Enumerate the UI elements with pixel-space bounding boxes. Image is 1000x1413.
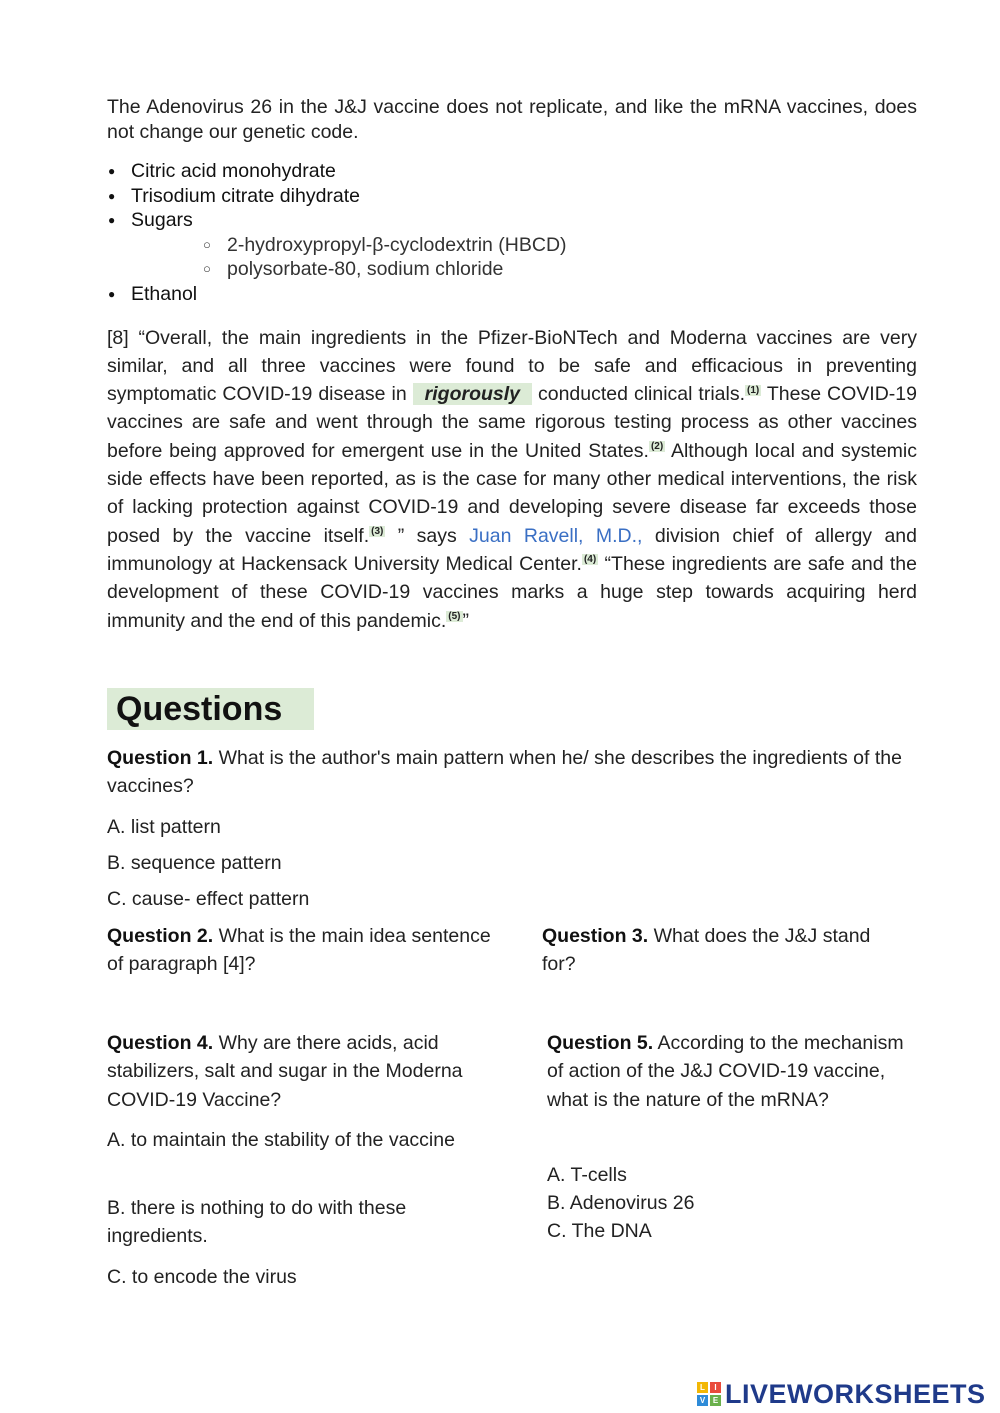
question-5-text: According to the mechanism of action of the J&J COVID-19 vaccine, what is the nature of the mRNA? xyxy=(547,1032,904,1111)
ingredient-list xyxy=(107,159,917,307)
citation-4[interactable]: (4) xyxy=(583,554,597,566)
sub-list-wrapper xyxy=(107,233,917,282)
list-item: ● Citric acid monohydrate xyxy=(107,159,917,184)
question-3-text: What does the J&J stand for? xyxy=(542,925,871,976)
logo-mark-icon xyxy=(697,1382,721,1406)
question-5-option-b[interactable]: B. Adenovirus 26 xyxy=(547,1192,695,1214)
emphasis-rigorously: rigorously xyxy=(413,383,532,405)
question-1-option-b[interactable]: B. sequence pattern xyxy=(107,852,282,874)
sub-list-item: ○ polysorbate-80, sodium chloride xyxy=(203,257,917,282)
question-2-text: What is the main idea sentence of paragraph [4]? xyxy=(107,925,491,976)
citation-5[interactable]: (5) xyxy=(448,611,461,623)
question-4-option-a[interactable]: A. to maintain the stability of the vaccine xyxy=(107,1129,455,1151)
citation-2[interactable]: (2) xyxy=(650,441,664,453)
logo-letter: V xyxy=(697,1395,708,1406)
liveworksheets-logo xyxy=(697,1378,986,1410)
question-5-option-c[interactable]: C. The DNA xyxy=(547,1220,652,1242)
question-1-text: What is the author's main pattern when he/ she describes the ingredients of the vaccines? xyxy=(107,747,902,798)
questions-heading: Questions xyxy=(107,688,314,730)
question-4-label: Question 4. xyxy=(107,1032,214,1054)
question-3 xyxy=(542,922,882,979)
list-item: ● Trisodium citrate dihydrate xyxy=(107,184,917,209)
question-3-label: Question 3. xyxy=(542,925,649,947)
logo-letter: L xyxy=(697,1382,708,1393)
question-1-option-c[interactable]: C. cause- effect pattern xyxy=(107,888,310,910)
list-item: ● Sugars xyxy=(107,208,917,233)
intro-paragraph: The Adenovirus 26 in the J&J vaccine does not replicate, and like the mRNA vaccines, does not change our genetic code. xyxy=(107,96,917,143)
question-1-label: Question 1. xyxy=(107,747,214,769)
question-4-option-c[interactable]: C. to encode the virus xyxy=(107,1266,297,1288)
sub-list-item: ○ 2-hydroxypropyl-β-cyclodextrin (HBCD) xyxy=(203,233,917,258)
list-item: ● Ethanol xyxy=(107,282,917,307)
question-4-option-b[interactable]: B. there is nothing to do with these ingredients. xyxy=(107,1197,407,1247)
question-5-option-a[interactable]: A. T-cells xyxy=(547,1164,627,1186)
citation-3[interactable]: (3) xyxy=(371,526,384,538)
question-2-label: Question 2. xyxy=(107,925,214,947)
article-body xyxy=(107,95,917,635)
question-5-label: Question 5. xyxy=(547,1032,654,1054)
juan-ravell-link[interactable]: Juan Ravell, M.D., xyxy=(469,524,643,547)
question-4 xyxy=(107,1029,497,1114)
citation-1[interactable]: (1) xyxy=(747,384,760,396)
question-4-text: Why are there acids, acid stabilizers, salt and sugar in the Moderna COVID-19 Vaccine? xyxy=(107,1032,463,1111)
question-1-option-a[interactable]: A. list pattern xyxy=(107,816,221,838)
logo-text: LIVEWORKSHEETS xyxy=(725,1378,986,1409)
paragraph-8: [8] “Overall, the main ingredients in the Pfizer-BioNTech and Moderna vaccines are very similar, and all three vaccines were found to be safe and efficacious in preventing symptomatic COVID-19 disease in rigorously conducted clinical trials. $^{(1)}$ These COVID-19 vaccines are safe and went through the same rigorous testing process as other vaccines before being approved for emergent use in the United States. $^{(2)}$ Although local and systemic side effects have been reported, as is the case for many other medical interventions, the risk of lacking protection against COVID-19 and developing severe disease far exceeds those posed by the vaccine itself. $^{(3)}$ ” says Juan Ravell, M.D., division chief of allergy and immunology at Hackensack University Medical Center. $^{(4)}$ “These ingredients are safe and the development of these COVID-19 vaccines marks a huge step towards acquiring herd immunity and the end of this pandemic. $^{(5)}$ ” xyxy=(107,326,918,632)
question-2 xyxy=(107,922,497,979)
logo-letter: E xyxy=(710,1395,721,1406)
sugar-sub-list xyxy=(107,233,917,282)
question-1 xyxy=(107,744,917,801)
logo-letter: I xyxy=(710,1382,721,1393)
question-5 xyxy=(547,1029,919,1114)
